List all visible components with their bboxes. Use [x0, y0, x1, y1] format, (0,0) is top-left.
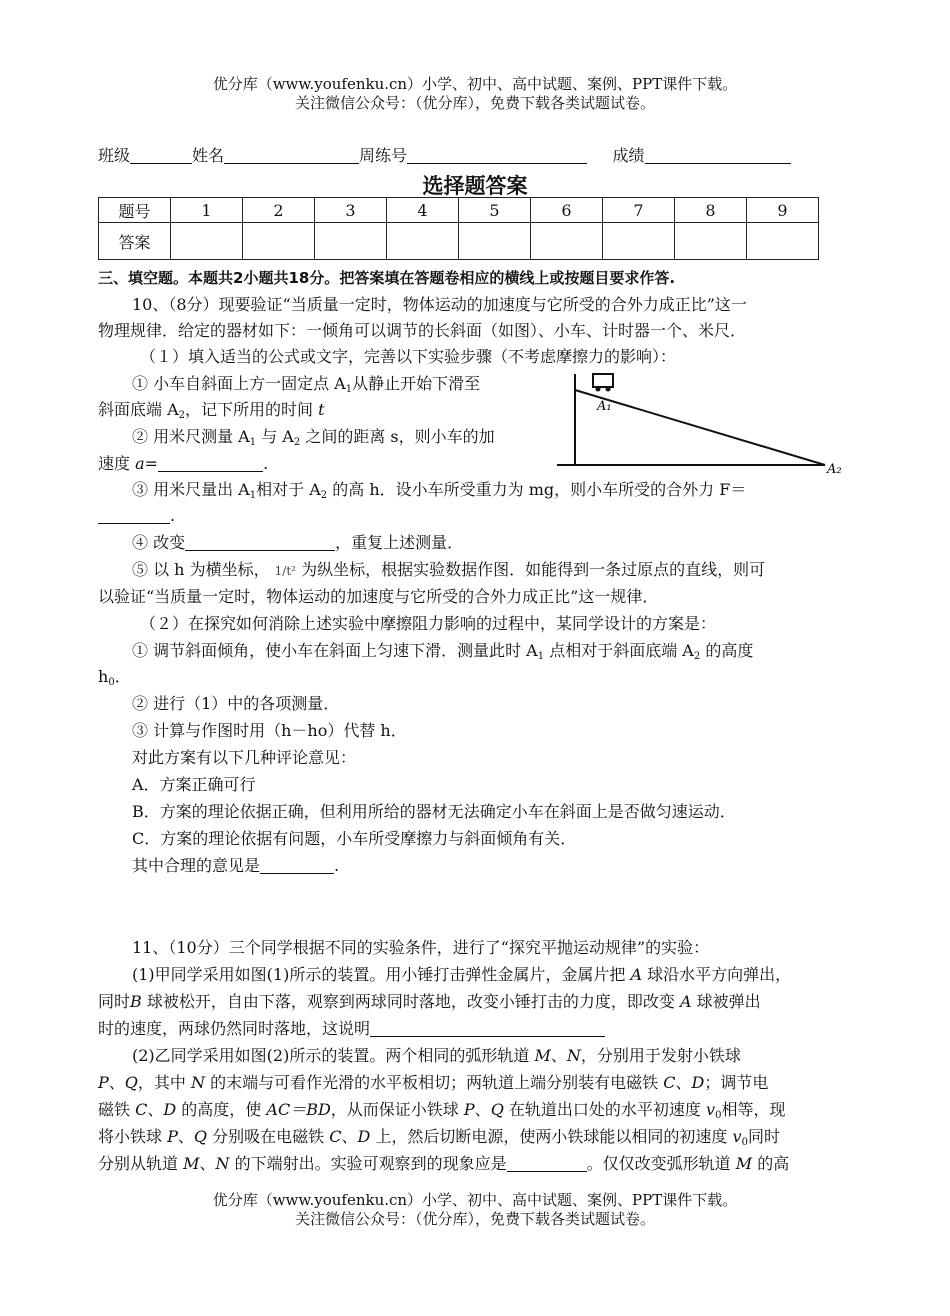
q10-option-b: B．方案的理论依据正确，但利用所给的器材无法确定小车在斜面上是否做匀速运动．	[132, 802, 736, 821]
class-blank[interactable]	[130, 145, 192, 164]
name-blank[interactable]	[224, 145, 359, 164]
var: Q	[193, 1127, 208, 1146]
var: B	[130, 992, 142, 1011]
incline-figure	[555, 370, 850, 480]
sub: 2	[320, 490, 328, 501]
text: ，其中	[137, 1073, 186, 1092]
conclusion-blank[interactable]	[260, 855, 334, 874]
answer-cell[interactable]	[243, 223, 315, 260]
change-blank[interactable]	[185, 532, 335, 551]
text: ，从而保证小铁球	[330, 1100, 459, 1119]
header-line-2: 关注微信公众号：（优分库），免费下载各类试题试卷。	[294, 94, 655, 112]
score-label: 成绩	[612, 146, 645, 165]
var: D	[357, 1127, 371, 1146]
text: ，重复上述测量．	[335, 533, 464, 552]
answer-cell[interactable]	[675, 223, 747, 260]
sub: 0	[715, 1110, 722, 1121]
answer-cell[interactable]	[459, 223, 531, 260]
answer-cell[interactable]	[171, 223, 243, 260]
answer-cell[interactable]	[603, 223, 675, 260]
q10-option-c: C．方案的理论依据有问题，小车所受摩擦力与斜面倾角有关．	[132, 829, 577, 848]
accel-blank[interactable]	[158, 453, 263, 472]
q10-step4	[132, 530, 854, 556]
answer-cell[interactable]	[531, 223, 603, 260]
answer-cell[interactable]	[387, 223, 459, 260]
week-label: 周练号	[359, 146, 408, 165]
q10-option-a: A．方案正确可行	[132, 775, 256, 794]
text: ⑤ 以 h 为横坐标，	[132, 560, 270, 579]
q11-p2-b	[98, 1070, 856, 1096]
text: 分别从轨道	[98, 1154, 179, 1173]
q10-part2: （２）在探究如何消除上述实验中摩擦阻力影响的过程中，某同学设计的方案是：	[140, 614, 717, 633]
q10-step1-b	[98, 397, 548, 423]
var-a: a	[135, 454, 145, 473]
q11-intro: 11、（10分）三个同学根据不同的实验条件，进行了“探究平抛运动规律”的实验：	[132, 938, 710, 957]
var: AC＝BD	[266, 1100, 331, 1119]
text: 同时	[747, 1127, 780, 1146]
q10-intro-a: 10、（8分）现要验证“当质量一定时，物体运动的加速度与它所受的合外力成正比”这一	[132, 295, 747, 314]
text: ② 用米尺测量 A	[132, 427, 250, 446]
text: 之间的距离 s，则小车的加	[305, 427, 495, 446]
text: 球沿水平方向弹出，	[647, 965, 792, 984]
var: Q	[490, 1100, 504, 1119]
week-blank[interactable]	[407, 145, 587, 164]
var: Q	[124, 1073, 138, 1092]
text: 的高	[757, 1154, 790, 1173]
question-number: 9	[747, 198, 819, 223]
text: 球被弹出	[696, 992, 761, 1011]
var: v	[732, 1127, 742, 1146]
question-number: 2	[243, 198, 315, 223]
answer-table	[98, 197, 819, 260]
text: ．	[114, 667, 131, 686]
text: 相等，现	[721, 1100, 786, 1119]
text: 的下端射出。实验可观察到的现象应是	[234, 1154, 507, 1173]
question-number: 4	[387, 198, 459, 223]
score-blank[interactable]	[645, 145, 791, 164]
q10-comment: 对此方案有以下几种评论意见：	[132, 748, 357, 767]
var: M	[735, 1154, 753, 1173]
sub: 0	[108, 677, 115, 688]
sub: 2	[178, 410, 186, 421]
cart-wheel	[596, 387, 601, 392]
question-number: 3	[315, 198, 387, 223]
text: 的末端与可看作光滑的水平板相切；两轨道上端分别装有电磁铁	[210, 1073, 659, 1092]
q11-p2-c	[98, 1097, 856, 1123]
text: ，记下所用的时间	[185, 400, 314, 419]
question-number: 8	[675, 198, 747, 223]
q11-p1-a	[132, 962, 854, 988]
text: ，分别用于发射小铁球	[580, 1046, 741, 1065]
text: h	[98, 667, 109, 686]
question-number: 1	[171, 198, 243, 223]
var: M	[183, 1154, 200, 1173]
q11-blank-2[interactable]	[507, 1153, 587, 1172]
text: ④ 改变	[132, 533, 186, 552]
text: 、	[341, 1127, 358, 1146]
q10-part1: （１）填入适当的公式或文字，完善以下实验步骤（不考虑摩擦力的影响）：	[140, 347, 677, 366]
var: P	[167, 1127, 178, 1146]
var: C	[329, 1127, 342, 1146]
q11-p2-a	[132, 1043, 854, 1069]
q10-intro-b: 物理规律．给定的器材如下：一倾角可以调节的长斜面（如图）、小车、计时器一个、米尺．	[98, 321, 747, 340]
var: v	[706, 1100, 716, 1119]
text: 斜面底端 A	[98, 400, 179, 419]
footer-line-1: 优分库（www.youfenku.cn）小学、初中、高中试题、案例、PPT课件下载。	[212, 1191, 738, 1209]
text: ① 小车自斜面上方一固定点 A	[132, 374, 346, 393]
text: 速度	[98, 454, 131, 473]
var: N	[566, 1046, 581, 1065]
question-number: 5	[459, 198, 531, 223]
sub: 0	[741, 1137, 748, 1148]
q10-p2-1b	[98, 664, 856, 690]
text: 、	[199, 1154, 216, 1173]
q11-p1-c	[98, 1016, 856, 1042]
text: ；调节电	[704, 1073, 769, 1092]
q11-p1-b	[98, 989, 856, 1015]
answer-cell[interactable]	[747, 223, 819, 260]
text: 的高度，使	[181, 1100, 262, 1119]
text: 从静止开始下滑至	[352, 374, 481, 393]
text: 、	[177, 1127, 194, 1146]
header-line-1: 优分库（www.youfenku.cn）小学、初中、高中试题、案例、PPT课件下载。	[212, 75, 738, 93]
q10-step5-a	[132, 557, 854, 584]
q10-step2-b: 速度 a= .	[98, 454, 269, 473]
var: C	[135, 1100, 148, 1119]
q10-p2-3: ③ 计算与作图时用（h－ho）代替 h．	[132, 721, 407, 740]
question-number: 6	[531, 198, 603, 223]
sub: 1	[345, 384, 353, 395]
q11-p2-e	[98, 1151, 856, 1177]
text: 的高度	[705, 641, 754, 660]
text: 时的速度，两球仍然同时落地，这说明	[98, 1019, 371, 1038]
sub: 2	[693, 651, 701, 662]
var: P	[463, 1100, 475, 1119]
var: N	[215, 1154, 230, 1173]
q10-step3-b: .	[98, 503, 856, 529]
footer-line-2: 关注微信公众号：（优分库），免费下载各类试题试卷。	[294, 1210, 655, 1228]
row-label-number: 题号	[99, 198, 171, 223]
var: P	[98, 1073, 109, 1092]
name-label: 姓名	[192, 146, 225, 165]
figure-slope	[575, 390, 825, 465]
q11-blank-1[interactable]	[370, 1018, 605, 1037]
answer-cell[interactable]	[315, 223, 387, 260]
text: 。仅仅改变弧形轨道	[586, 1154, 731, 1173]
text: 将小铁球	[98, 1127, 163, 1146]
text: 同时	[98, 992, 131, 1011]
q10-conclusion: 其中合理的意见是 .	[132, 856, 340, 875]
text: 分别吸在电磁铁	[212, 1127, 325, 1146]
class-label: 班级	[98, 146, 131, 165]
q10-step5-b: 以验证“当质量一定时，物体运动的加速度与它所受的合外力成正比”这一规律．	[98, 587, 659, 606]
label-a1: A₁	[597, 399, 612, 414]
q10-p2-2: ② 进行（1）中的各项测量．	[132, 694, 340, 713]
text: 、	[474, 1100, 491, 1119]
var: D	[691, 1073, 705, 1092]
q10-step2-a	[132, 424, 552, 450]
section3-heading: 三、填空题。本题共2小题共18分。把答案填在答题卷相应的横线上或按题目要求作答.	[98, 269, 676, 287]
var-t: t	[318, 400, 325, 419]
text: 球被松开，自由下落，观察到两球同时落地，改变小锤打击的力度，即改变	[146, 992, 675, 1011]
var: C	[663, 1073, 676, 1092]
q10-p2-1a	[132, 638, 854, 664]
text: 上，然后切断电源，使两小铁球能以相同的初速度	[375, 1127, 728, 1146]
text: (2)乙同学采用如图(2)所示的装置。两个相同的弧形轨道	[132, 1046, 530, 1065]
var: D	[163, 1100, 177, 1119]
text: 磁铁	[98, 1100, 131, 1119]
sub: 2	[293, 437, 301, 448]
text: 的高 h．设小车所受重力为 mg，则小车所受的合外力 F＝	[332, 480, 747, 499]
answer-table-title: 选择题答案	[422, 174, 528, 198]
text: 、	[550, 1046, 567, 1065]
var: A	[630, 965, 642, 984]
student-info-line	[98, 143, 856, 169]
text: 点相对于斜面底端 A	[549, 641, 694, 660]
text: 与 A	[261, 427, 294, 446]
text: ③ 用米尺量出 A	[132, 480, 250, 499]
var: M	[534, 1046, 551, 1065]
text: 在轨道出口处的水平初速度	[508, 1100, 701, 1119]
label-a2: A₂	[827, 462, 842, 477]
cart-wheel	[606, 387, 611, 392]
row-label-answer: 答案	[99, 223, 171, 260]
force-blank[interactable]	[98, 505, 170, 524]
sub: 1	[537, 651, 545, 662]
text: 、	[675, 1073, 692, 1092]
q10-step1-a	[132, 371, 552, 397]
fraction: 1/t²	[274, 564, 296, 578]
var: N	[191, 1073, 206, 1092]
sub: 1	[249, 490, 257, 501]
sub: 1	[249, 437, 257, 448]
text: 、	[108, 1073, 125, 1092]
q11-p2-d	[98, 1124, 856, 1150]
text: 、	[147, 1100, 164, 1119]
q10-step3-a	[132, 477, 854, 503]
text: 为纵坐标，根据实验数据作图．如能得到一条过原点的直线，则可	[301, 560, 766, 579]
text: ① 调节斜面倾角，使小车在斜面上匀速下滑．测量此时 A	[132, 641, 538, 660]
var: A	[679, 992, 692, 1011]
text: (1)甲同学采用如图(1)所示的装置。用小锤打击弹性金属片，金属片把	[132, 965, 626, 984]
text: 其中合理的意见是	[132, 856, 261, 875]
text: 相对于 A	[256, 480, 321, 499]
cart-icon	[593, 374, 613, 387]
text: =	[144, 454, 159, 473]
question-number: 7	[603, 198, 675, 223]
